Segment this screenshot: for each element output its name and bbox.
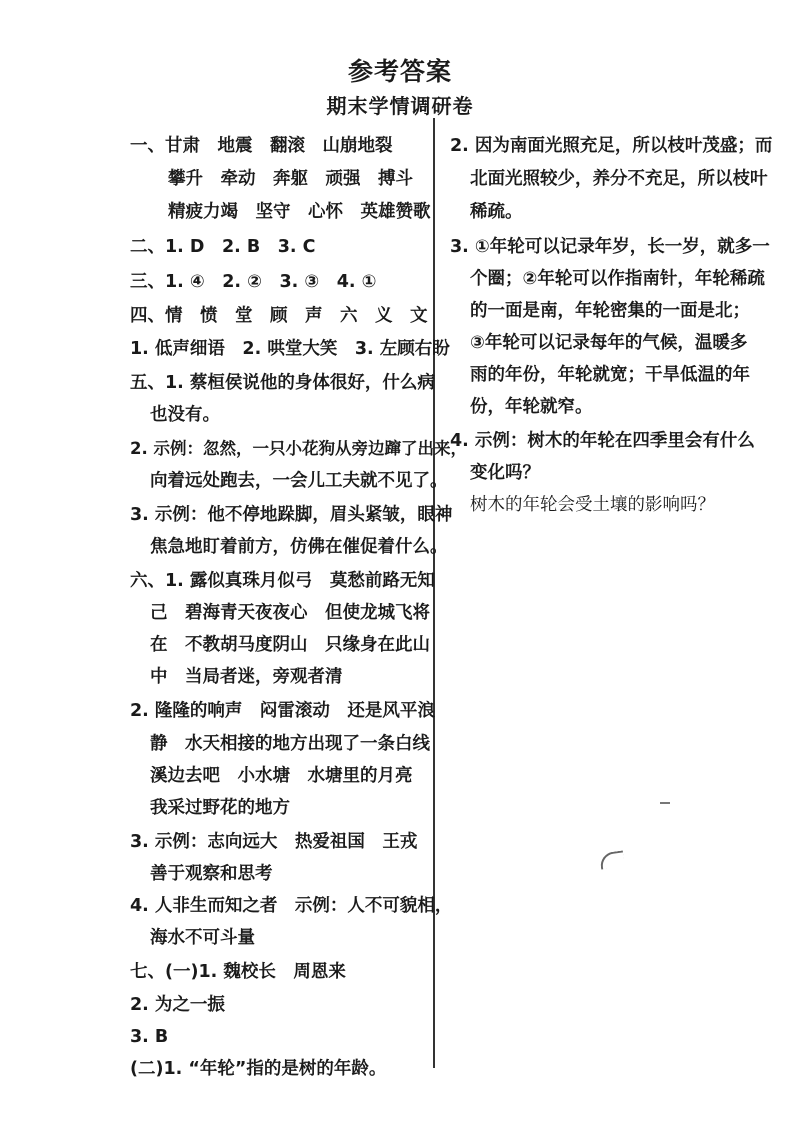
answer-line: 精疲力竭 坚守 心怀 英雄赞歌	[168, 202, 431, 222]
answer-line: 二、1. D 2. B 3. C	[130, 237, 316, 257]
answer-line: 2. 为之一振	[130, 995, 225, 1015]
column-divider	[433, 118, 435, 1068]
answer-line: 己 碧海青天夜夜心 但使龙城飞将	[150, 603, 430, 623]
answer-line: 四、情 愤 堂 顾 声 六 义 文	[130, 306, 428, 326]
stray-mark	[660, 802, 670, 804]
answer-line: 4. 人非生而知之者 示例：人不可貌相，	[130, 896, 453, 916]
stray-mark	[599, 850, 625, 869]
answer-line: 2. 隆隆的响声 闷雷滚动 还是风平浪	[130, 701, 435, 721]
answer-line: 也没有。	[150, 405, 220, 425]
answer-line: 五、1. 蔡桓侯说他的身体很好，什么病	[130, 373, 435, 393]
answer-line: 3. B	[130, 1027, 169, 1047]
answer-line: 善于观察和思考	[150, 864, 273, 884]
answer-line: ③年轮可以记录每年的气候，温暖多	[470, 333, 748, 353]
answer-line: 2. 示例：忽然，一只小花狗从旁边蹿了出来，	[130, 439, 467, 458]
answer-line: 3. 示例：志向远大 热爱祖国 王戎	[130, 832, 418, 852]
answer-line: 一、甘肃 地震 翻滚 山崩地裂	[130, 136, 393, 156]
answer-line: 三、1. ④ 2. ② 3. ③ 4. ①	[130, 272, 377, 292]
answer-line: 焦急地盯着前方，仿佛在催促着什么。	[150, 537, 448, 557]
answer-line: 变化吗？	[470, 463, 540, 483]
answer-line: 七、(一)1. 魏校长 周恩来	[130, 962, 346, 982]
answer-line: 份，年轮就窄。	[470, 397, 593, 417]
answer-line: 树木的年轮会受土壤的影响吗？	[470, 495, 715, 515]
answer-line: 北面光照较少，养分不充足，所以枝叶	[470, 169, 768, 189]
answer-line: 我采过野花的地方	[150, 798, 290, 818]
answer-line: 静 水天相接的地方出现了一条白线	[150, 734, 430, 754]
answer-line: 攀升 牵动 奔躯 顽强 搏斗	[168, 169, 413, 189]
answer-line: 的一面是南，年轮密集的一面是北；	[470, 301, 750, 321]
answer-line: (二)1. “年轮”指的是树的年龄。	[130, 1059, 387, 1079]
answer-line: 3. ①年轮可以记录年岁，长一岁，就多一	[450, 237, 770, 257]
answer-line: 海水不可斗量	[150, 928, 255, 948]
answer-line: 4. 示例：树木的年轮在四季里会有什么	[450, 431, 755, 451]
page-title: 参考答案	[347, 57, 452, 86]
answer-line: 六、1. 露似真珠月似弓 莫愁前路无知	[130, 571, 435, 591]
answer-line: 3. 示例：他不停地跺脚，眉头紧皱，眼神	[130, 505, 453, 525]
answer-line: 2. 因为南面光照充足，所以枝叶茂盛；而	[450, 136, 773, 156]
answer-line: 雨的年份，年轮就宽；干旱低温的年	[470, 365, 750, 385]
answer-line: 向着远处跑去，一会儿工夫就不见了。	[150, 471, 448, 491]
answer-line: 个圈；②年轮可以作指南针，年轮稀疏	[470, 269, 765, 289]
answer-line: 稀疏。	[470, 202, 523, 222]
answer-line: 在 不教胡马度阴山 只缘身在此山	[150, 635, 430, 655]
answer-line: 1. 低声细语 2. 哄堂大笑 3. 左顾右盼	[130, 339, 450, 359]
answer-line: 溪边去吧 小水塘 水塘里的月亮	[150, 766, 413, 786]
page-subtitle: 期末学情调研卷	[326, 94, 474, 118]
answer-line: 中 当局者迷，旁观者清	[150, 667, 343, 687]
